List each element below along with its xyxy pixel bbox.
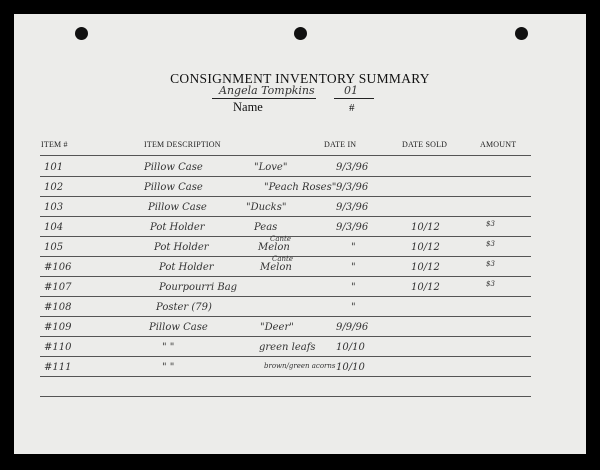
amount-cell: $3 xyxy=(486,240,495,248)
date-in-cell: " xyxy=(351,302,356,313)
date-in-cell: " xyxy=(351,262,356,273)
number-value: 01 xyxy=(344,84,358,97)
item-number-cell: #107 xyxy=(44,282,72,293)
punch-hole xyxy=(294,27,307,40)
item-description-cell: Pillow Case xyxy=(144,162,203,173)
form-title: CONSIGNMENT INVENTORY SUMMARY xyxy=(170,71,430,86)
date-sold-cell: 10/12 xyxy=(411,262,440,273)
item-number-cell: #108 xyxy=(44,302,72,313)
item-description-cell: Pot Holder xyxy=(159,262,214,273)
punch-hole xyxy=(515,27,528,40)
ruled-line xyxy=(40,176,531,177)
item-description-cell: " " xyxy=(162,342,175,353)
item-detail-cell: Melon xyxy=(260,262,292,273)
item-description-cell: Poster (79) xyxy=(156,302,212,313)
item-number-cell: 102 xyxy=(44,182,64,193)
ruled-line xyxy=(40,196,531,197)
date-in-cell: 10/10 xyxy=(336,362,365,373)
item-detail-note: Cante xyxy=(270,235,291,243)
date-in-cell: " xyxy=(351,242,356,253)
item-description-cell: Pot Holder xyxy=(154,242,209,253)
date-in-cell: 9/9/96 xyxy=(336,322,369,333)
date-sold-cell: 10/12 xyxy=(411,282,440,293)
date-sold-cell: 10/12 xyxy=(411,222,440,233)
item-number-cell: #110 xyxy=(44,342,72,353)
amount-cell: $3 xyxy=(486,260,495,268)
item-detail-cell: green leafs xyxy=(259,342,316,353)
item-number-cell: #109 xyxy=(44,322,72,333)
item-description-cell: " " xyxy=(162,362,175,373)
name-underline xyxy=(212,98,316,99)
ruled-line xyxy=(40,155,531,156)
item-detail-cell: "Peach Roses" xyxy=(264,182,337,193)
item-detail-cell: Peas xyxy=(254,222,278,233)
date-in-cell: 10/10 xyxy=(336,342,365,353)
punch-hole xyxy=(75,27,88,40)
item-number-cell: 104 xyxy=(44,222,64,233)
item-detail-cell: "Ducks" xyxy=(246,202,287,213)
col-header-date-sold: DATE SOLD xyxy=(402,140,448,149)
date-in-cell: 9/3/96 xyxy=(336,162,369,173)
ruled-line xyxy=(40,296,531,297)
date-in-cell: 9/3/96 xyxy=(336,182,369,193)
ruled-line xyxy=(40,336,531,337)
date-in-cell: " xyxy=(351,282,356,293)
item-detail-cell: "Deer" xyxy=(260,322,294,333)
item-description-cell: Pot Holder xyxy=(150,222,205,233)
ruled-line xyxy=(40,316,531,317)
col-header-description: ITEM DESCRIPTION xyxy=(144,140,221,149)
date-in-cell: 9/3/96 xyxy=(336,202,369,213)
col-header-item: ITEM # xyxy=(41,140,68,149)
item-description-cell: Pillow Case xyxy=(144,182,203,193)
number-label: # xyxy=(349,102,355,114)
inventory-form xyxy=(14,14,586,454)
item-detail-cell: brown/green acorns xyxy=(264,362,336,370)
ruled-line xyxy=(40,276,531,277)
item-number-cell: #106 xyxy=(44,262,72,273)
ruled-line xyxy=(40,396,531,397)
item-description-cell: Pourpourri Bag xyxy=(159,282,238,293)
amount-cell: $3 xyxy=(486,280,495,288)
date-in-cell: 9/3/96 xyxy=(336,222,369,233)
ruled-line xyxy=(40,216,531,217)
number-underline xyxy=(334,98,374,99)
item-number-cell: 105 xyxy=(44,242,64,253)
item-number-cell: #111 xyxy=(44,362,72,373)
item-detail-note: Cante xyxy=(272,255,293,263)
item-number-cell: 101 xyxy=(44,162,64,173)
item-detail-cell: "Love" xyxy=(254,162,288,173)
item-number-cell: 103 xyxy=(44,202,64,213)
date-sold-cell: 10/12 xyxy=(411,242,440,253)
item-description-cell: Pillow Case xyxy=(148,202,207,213)
name-value: Angela Tompkins xyxy=(219,84,315,97)
item-detail-cell: Melon xyxy=(258,242,290,253)
col-header-date-in: DATE IN xyxy=(324,140,357,149)
item-description-cell: Pillow Case xyxy=(149,322,208,333)
ruled-line xyxy=(40,356,531,357)
name-label: Name xyxy=(233,100,263,114)
ruled-line xyxy=(40,376,531,377)
amount-cell: $3 xyxy=(486,220,495,228)
col-header-amount: AMOUNT xyxy=(480,140,517,149)
